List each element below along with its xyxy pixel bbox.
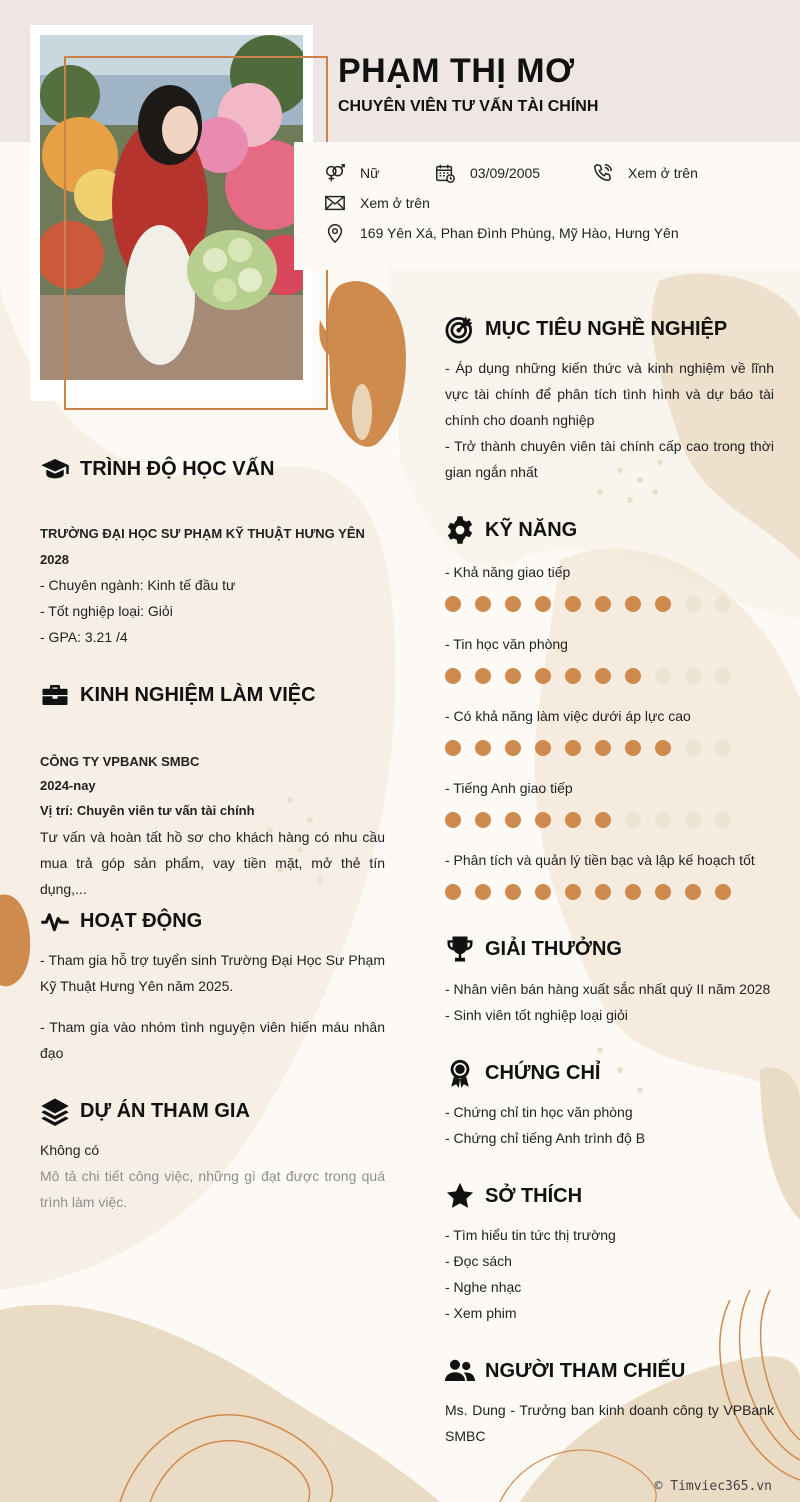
activity-item: - Tham gia vào nhóm tình nguyện viên hiến máu nhân đạo bbox=[40, 1019, 385, 1061]
skill-dot-filled bbox=[535, 668, 551, 684]
skill-dot-empty bbox=[715, 668, 731, 684]
email-row bbox=[324, 192, 430, 214]
skill-dot-empty bbox=[715, 740, 731, 756]
skill-dot-filled bbox=[535, 596, 551, 612]
skill-dot-filled bbox=[595, 596, 611, 612]
phone-row bbox=[592, 162, 698, 184]
skill-dot-empty bbox=[685, 812, 701, 828]
objective-line: - Trở thành chuyên viên tài chính cấp cao trong thời gian ngắn nhất bbox=[445, 438, 774, 480]
skill-dot-filled bbox=[625, 884, 641, 900]
skill-dot-filled bbox=[445, 740, 461, 756]
birthday-row bbox=[434, 162, 540, 184]
skill-dot-empty bbox=[655, 668, 671, 684]
skill-dot-filled bbox=[565, 596, 581, 612]
skill-dot-filled bbox=[505, 668, 521, 684]
skill-rating bbox=[445, 812, 745, 828]
star-icon bbox=[445, 1181, 475, 1211]
projects-value: Không có bbox=[40, 1142, 100, 1158]
education-line: - Chuyên ngành: Kinh tế đầu tư bbox=[40, 577, 236, 593]
skill-dot-filled bbox=[565, 668, 581, 684]
layers-icon bbox=[40, 1096, 70, 1126]
skill-dot-filled bbox=[505, 884, 521, 900]
experience-period: 2024-nay bbox=[40, 778, 96, 793]
skills-heading-text: KỸ NĂNG bbox=[485, 518, 578, 541]
skill-dot-filled bbox=[625, 596, 641, 612]
hobby-item: - Xem phim bbox=[445, 1305, 517, 1321]
skill-dot-filled bbox=[445, 884, 461, 900]
skill-dot-filled bbox=[655, 596, 671, 612]
target-icon bbox=[445, 314, 475, 344]
skill-label: - Khả năng giao tiếp bbox=[445, 564, 571, 580]
gender-icon bbox=[324, 162, 346, 184]
skill-dot-empty bbox=[625, 812, 641, 828]
hobby-item: - Đọc sách bbox=[445, 1253, 512, 1269]
birthday-value: 03/09/2005 bbox=[470, 165, 541, 181]
location-pin-icon bbox=[324, 222, 346, 244]
hobby-item: - Tìm hiểu tin tức thị trường bbox=[445, 1227, 616, 1243]
skill-label: - Phân tích và quản lý tiền bạc và lập kế hoạch tốt bbox=[445, 852, 755, 868]
experience-heading-text: KINH NGHIỆM LÀM VIỆC bbox=[80, 683, 316, 706]
education-line: - Tốt nghiệp loại: Giỏi bbox=[40, 603, 173, 619]
email-value: Xem ở trên bbox=[360, 195, 430, 211]
skill-dot-filled bbox=[595, 884, 611, 900]
skill-dot-filled bbox=[715, 884, 731, 900]
hobbies-heading bbox=[445, 1181, 582, 1211]
education-line: - GPA: 3.21 /4 bbox=[40, 629, 128, 645]
gender-row bbox=[324, 162, 379, 184]
skill-dot-filled bbox=[655, 740, 671, 756]
skill-dot-filled bbox=[535, 740, 551, 756]
photo-outline bbox=[64, 56, 328, 410]
skill-dot-filled bbox=[535, 812, 551, 828]
skill-label: - Tin học văn phòng bbox=[445, 636, 568, 652]
gear-icon bbox=[445, 515, 475, 545]
skill-dot-filled bbox=[445, 668, 461, 684]
reference-text: Ms. Dung - Trưởng ban kinh doanh công ty VPBank SMBC bbox=[445, 1402, 774, 1444]
skill-label: - Có khả năng làm việc dưới áp lực cao bbox=[445, 708, 691, 724]
skill-dot-filled bbox=[655, 884, 671, 900]
objective-heading bbox=[445, 314, 727, 344]
skill-dot-filled bbox=[505, 740, 521, 756]
experience-heading bbox=[40, 680, 316, 710]
references-heading-text: NGƯỜI THAM CHIẾU bbox=[485, 1359, 686, 1382]
activity-pulse-icon bbox=[40, 906, 70, 936]
skill-dot-filled bbox=[685, 884, 701, 900]
skill-label: - Tiếng Anh giao tiếp bbox=[445, 780, 573, 796]
activities-heading bbox=[40, 906, 202, 936]
skill-dot-filled bbox=[475, 884, 491, 900]
education-heading bbox=[40, 454, 274, 484]
projects-heading bbox=[40, 1096, 250, 1126]
skill-rating bbox=[445, 668, 745, 684]
experience-position: Vị trí: Chuyên viên tư vấn tài chính bbox=[40, 803, 255, 818]
skills-heading bbox=[445, 515, 577, 545]
skill-dot-filled bbox=[625, 740, 641, 756]
skill-dot-filled bbox=[565, 740, 581, 756]
hobbies-heading-text: SỞ THÍCH bbox=[485, 1184, 583, 1207]
skill-dot-empty bbox=[715, 596, 731, 612]
phone-icon bbox=[592, 162, 614, 184]
trophy-icon bbox=[445, 934, 475, 964]
skill-dot-filled bbox=[475, 668, 491, 684]
skill-dot-filled bbox=[475, 740, 491, 756]
experience-description: Tư vấn và hoàn tất hồ sơ cho khách hàng có nhu cầu mua trả góp sản phẩm, vay tiền mặt, mở thẻ tín dụng,... bbox=[40, 829, 385, 897]
skill-dot-filled bbox=[595, 812, 611, 828]
activities-heading-text: HOẠT ĐỘNG bbox=[80, 909, 203, 932]
skill-dot-filled bbox=[535, 884, 551, 900]
awards-heading bbox=[445, 934, 622, 964]
phone-value: Xem ở trên bbox=[628, 165, 698, 181]
candidate-name: PHẠM THỊ MƠ bbox=[338, 52, 575, 90]
graduation-cap-icon bbox=[40, 454, 70, 484]
awards-heading-text: GIẢI THƯỞNG bbox=[485, 937, 622, 960]
skill-dot-filled bbox=[475, 596, 491, 612]
skill-dot-filled bbox=[565, 812, 581, 828]
address-value: 169 Yên Xá, Phan Đình Phùng, Mỹ Hào, Hưng Yên bbox=[360, 225, 679, 241]
award-item: - Sinh viên tốt nghiệp loại giỏi bbox=[445, 1007, 628, 1023]
certificate-item: - Chứng chỉ tiếng Anh trình độ B bbox=[445, 1130, 646, 1146]
envelope-icon bbox=[324, 192, 346, 214]
skill-dot-filled bbox=[445, 812, 461, 828]
education-year: 2028 bbox=[40, 552, 69, 567]
gender-value: Nữ bbox=[360, 165, 380, 181]
skill-dot-empty bbox=[685, 740, 701, 756]
address-row bbox=[324, 222, 679, 244]
references-heading bbox=[445, 1356, 685, 1386]
skill-rating bbox=[445, 596, 745, 612]
skill-dot-filled bbox=[565, 884, 581, 900]
skill-dot-filled bbox=[475, 812, 491, 828]
briefcase-icon bbox=[40, 680, 70, 710]
skill-rating bbox=[445, 884, 745, 900]
skill-dot-empty bbox=[655, 812, 671, 828]
certificate-ribbon-icon bbox=[445, 1058, 475, 1088]
certificates-heading-text: CHỨNG CHỈ bbox=[485, 1061, 601, 1084]
skill-dot-filled bbox=[445, 596, 461, 612]
education-school: TRƯỜNG ĐẠI HỌC SƯ PHẠM KỸ THUẬT HƯNG YÊN bbox=[40, 526, 365, 541]
award-item: - Nhân viên bán hàng xuất sắc nhất quý II năm 2028 bbox=[445, 981, 771, 997]
projects-heading-text: DỰ ÁN THAM GIA bbox=[80, 1099, 250, 1122]
skill-dot-empty bbox=[685, 596, 701, 612]
skill-rating bbox=[445, 740, 745, 756]
experience-company: CÔNG TY VPBANK SMBC bbox=[40, 754, 200, 769]
copyright: © Timviec365.vn bbox=[654, 1479, 772, 1494]
skill-dot-filled bbox=[505, 812, 521, 828]
users-icon bbox=[445, 1356, 475, 1386]
objective-line: - Áp dụng những kiến thức và kinh nghiệm về lĩnh vực tài chính để phân tích tình hình và dự báo tài chính cho doanh nghiệp bbox=[445, 360, 774, 428]
calendar-icon bbox=[434, 162, 456, 184]
skill-dot-filled bbox=[595, 740, 611, 756]
education-heading-text: TRÌNH ĐỘ HỌC VẤN bbox=[80, 457, 275, 480]
candidate-title: CHUYÊN VIÊN TƯ VẤN TÀI CHÍNH bbox=[338, 98, 599, 115]
skill-dot-filled bbox=[505, 596, 521, 612]
skill-dot-empty bbox=[715, 812, 731, 828]
objective-heading-text: MỤC TIÊU NGHỀ NGHIỆP bbox=[485, 317, 728, 340]
activity-item: - Tham gia hỗ trợ tuyển sinh Trường Đại Học Sư Phạm Kỹ Thuật Hưng Yên năm 2025. bbox=[40, 952, 385, 994]
certificate-item: - Chứng chỉ tin học văn phòng bbox=[445, 1104, 633, 1120]
certificates-heading bbox=[445, 1058, 600, 1088]
skill-dot-filled bbox=[625, 668, 641, 684]
hobby-item: - Nghe nhạc bbox=[445, 1279, 522, 1295]
skill-dot-empty bbox=[685, 668, 701, 684]
projects-placeholder: Mô tả chi tiết công việc, những gì đạt được trong quá trình làm việc. bbox=[40, 1168, 385, 1210]
skill-dot-filled bbox=[595, 668, 611, 684]
